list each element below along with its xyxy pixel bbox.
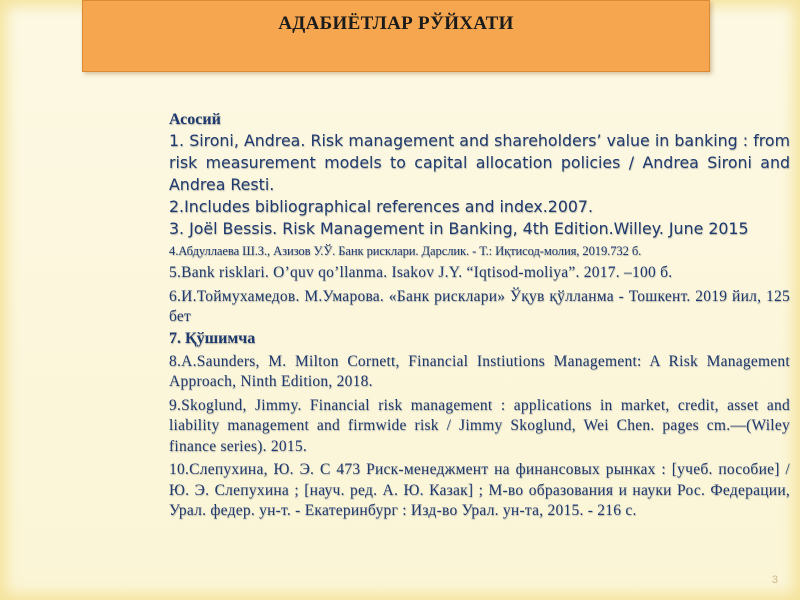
page-number: 3 <box>771 574 778 586</box>
reference-item: 9.Skoglund, Jimmy. Financial risk management : applications in market, credit, asset and liability management and firmwide risk / Jimmy Skoglund, Wei Chen. pages cm.—(Wiley finance series). 2015. <box>169 396 790 455</box>
reference-item: 3. Joël Bessis. Risk Management in Banking, 4th Edition.Willey. June 2015 <box>169 219 749 238</box>
reference-item: 4.Абдуллаева Ш.З., Азизов У.Ў. Банк рисклари. Дарслик. - Т.: Иқтисод-молия, 2019.732 б. <box>169 244 642 258</box>
title-banner <box>82 0 710 72</box>
reference-item: 8.A.Saunders, M. Milton Cornett, Financial Instiutions Management: A Risk Management Approach, Ninth Edition, 2018. <box>169 352 790 390</box>
reference-item: 6.И.Тоймухамедов. М.Умарова. «Банк рисклари» Ўқув қўлланма - Тошкент. 2019 йил, 125 бет <box>169 287 790 325</box>
reference-item: 1. Sironi, Andrea. Risk management and shareholders’ value in banking : from risk measurement models to capital allocation policies / Andrea Sironi and Andrea Resti. <box>169 131 790 194</box>
section-heading-main: Асосий <box>169 111 221 128</box>
references-list <box>169 110 790 522</box>
slide-title: АДАБИЁТЛАР РЎЙХАТИ <box>278 13 514 34</box>
section-heading-extra: 7. Қўшимча <box>169 329 256 347</box>
reference-item: 5.Bank risklari. O’quv qo’llanma. Isakov J.Y. “Iqtisod-moliya”. 2017. –100 б. <box>169 264 673 281</box>
reference-item: 2.Includes bibliographical references and index.2007. <box>169 197 594 216</box>
reference-item: 10.Слепухина, Ю. Э. С 473 Риск-менеджмент на финансовых рынках : [учеб. пособие] /Ю. Э. Слепухина ; [науч. ред. А. Ю. Казак] ; М-во образования и науки Рос. Федерации, Урал. федер. ун-т. - Екатеринбург : Изд-во Урал. ун-та, 2015. - 216 с. <box>169 461 790 519</box>
